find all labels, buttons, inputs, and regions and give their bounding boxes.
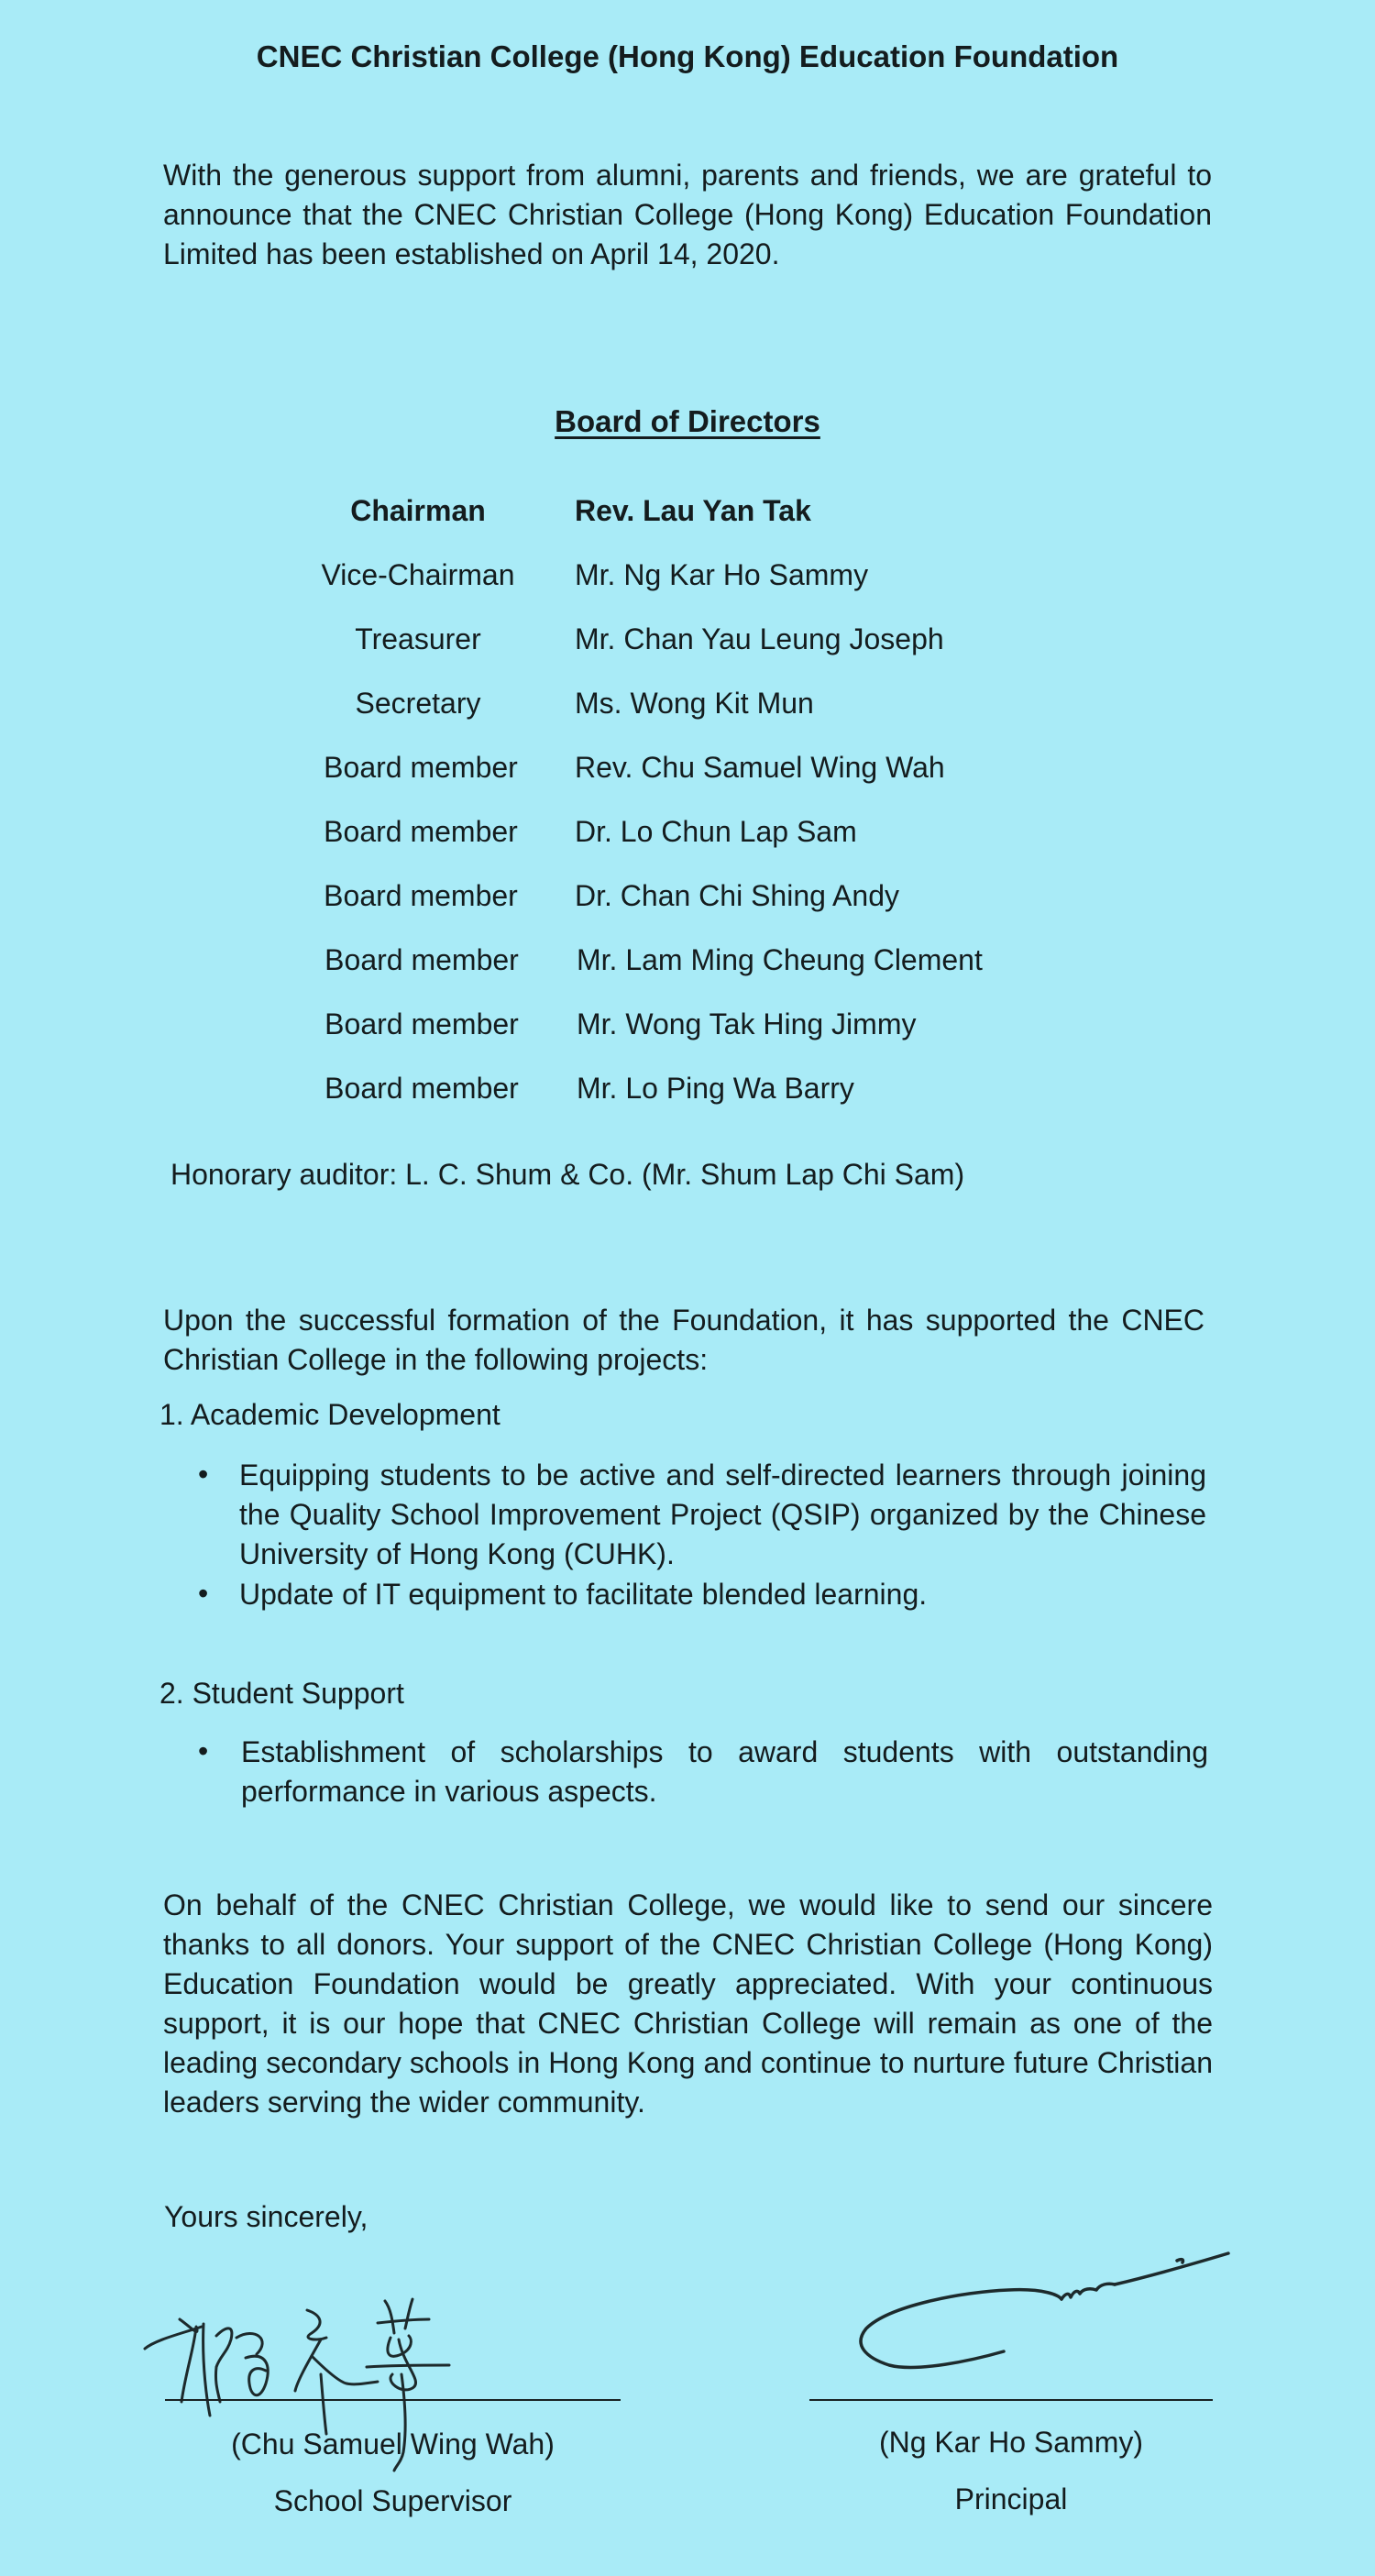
project-bullet: Equipping students to be active and self-directed learners through joining the Quality School Improvement Project (QSIP) organized by the Chinese University of Hong Kong (CUHK). (239, 1459, 1206, 1570)
board-member-name: Mr. Chan Yau Leung Joseph (575, 622, 944, 655)
project-heading: 1. Academic Development (160, 1398, 500, 1431)
board-role: Vice-Chairman (321, 558, 515, 591)
board-member-name: Mr. Ng Kar Ho Sammy (575, 558, 869, 591)
document-title: CNEC Christian College (Hong Kong) Education Foundation (256, 39, 1119, 73)
bullet-icon: • (198, 1734, 209, 1767)
projects-intro: Upon the successful formation of the Foundation, it has supported the CNEC Christian College in the following projects: (163, 1304, 1204, 1376)
bullet-icon: • (198, 1458, 209, 1491)
board-role: Secretary (355, 687, 481, 720)
sign-off: Yours sincerely, (164, 2200, 368, 2233)
honorary-auditor: Honorary auditor: L. C. Shum & Co. (Mr. Shum Lap Chi Sam) (170, 1158, 965, 1191)
project-bullet: Establishment of scholarships to award students with outstanding performance in various aspects. (241, 1735, 1208, 1808)
project-bullet: Update of IT equipment to facilitate blended learning. (239, 1578, 928, 1611)
supervisor-name: (Chu Samuel Wing Wah) (231, 2427, 555, 2460)
board-role: Board member (324, 943, 519, 976)
principal-signature (825, 2237, 1228, 2365)
bullet-icon: • (198, 1577, 209, 1610)
project-heading: 2. Student Support (160, 1677, 404, 1710)
board-member-name: Ms. Wong Kit Mun (575, 687, 814, 720)
board-role: Board member (324, 751, 518, 784)
board-member-name: Rev. Lau Yan Tak (575, 494, 811, 527)
board-role: Board member (324, 879, 518, 912)
principal-name: (Ng Kar Ho Sammy) (878, 2426, 1144, 2459)
board-heading-text: Board of Directors (555, 404, 820, 438)
board-role: Board member (324, 1072, 519, 1105)
board-member-name: Mr. Lo Ping Wa Barry (577, 1072, 854, 1105)
board-member-name: Mr. Lam Ming Cheung Clement (577, 943, 983, 976)
principal-title: Principal (954, 2482, 1068, 2515)
board-member-name: Dr. Chan Chi Shing Andy (575, 879, 899, 912)
board-role: Treasurer (355, 622, 481, 655)
board-role: Board member (324, 815, 518, 848)
supervisor-signature-line (165, 2399, 621, 2401)
closing-paragraph: On behalf of the CNEC Christian College, we would like to send our sincere thanks to all donors. Your support of the CNEC Christian College (Hong Kong) Education Foundation would be greatly appreciated. With your continuous support, it is our hope that CNEC Christian College will remain as one of the leading secondary schools in Hong Kong and continue to nurture future Christian leaders serving the wider community. (163, 1888, 1213, 2119)
board-heading (0, 406, 1375, 436)
principal-signature-line (809, 2399, 1213, 2401)
intro-paragraph: With the generous support from alumni, parents and friends, we are grateful to announce that the CNEC Christian College (Hong Kong) Education Foundation Limited has been established on April 14, 2020. (163, 159, 1212, 270)
supervisor-title: School Supervisor (273, 2484, 512, 2517)
board-role: Board member (324, 1007, 519, 1040)
board-member-name: Dr. Lo Chun Lap Sam (575, 815, 857, 848)
board-member-name: Rev. Chu Samuel Wing Wah (575, 751, 945, 784)
board-role: Chairman (350, 494, 486, 527)
board-member-name: Mr. Wong Tak Hing Jimmy (577, 1007, 917, 1040)
